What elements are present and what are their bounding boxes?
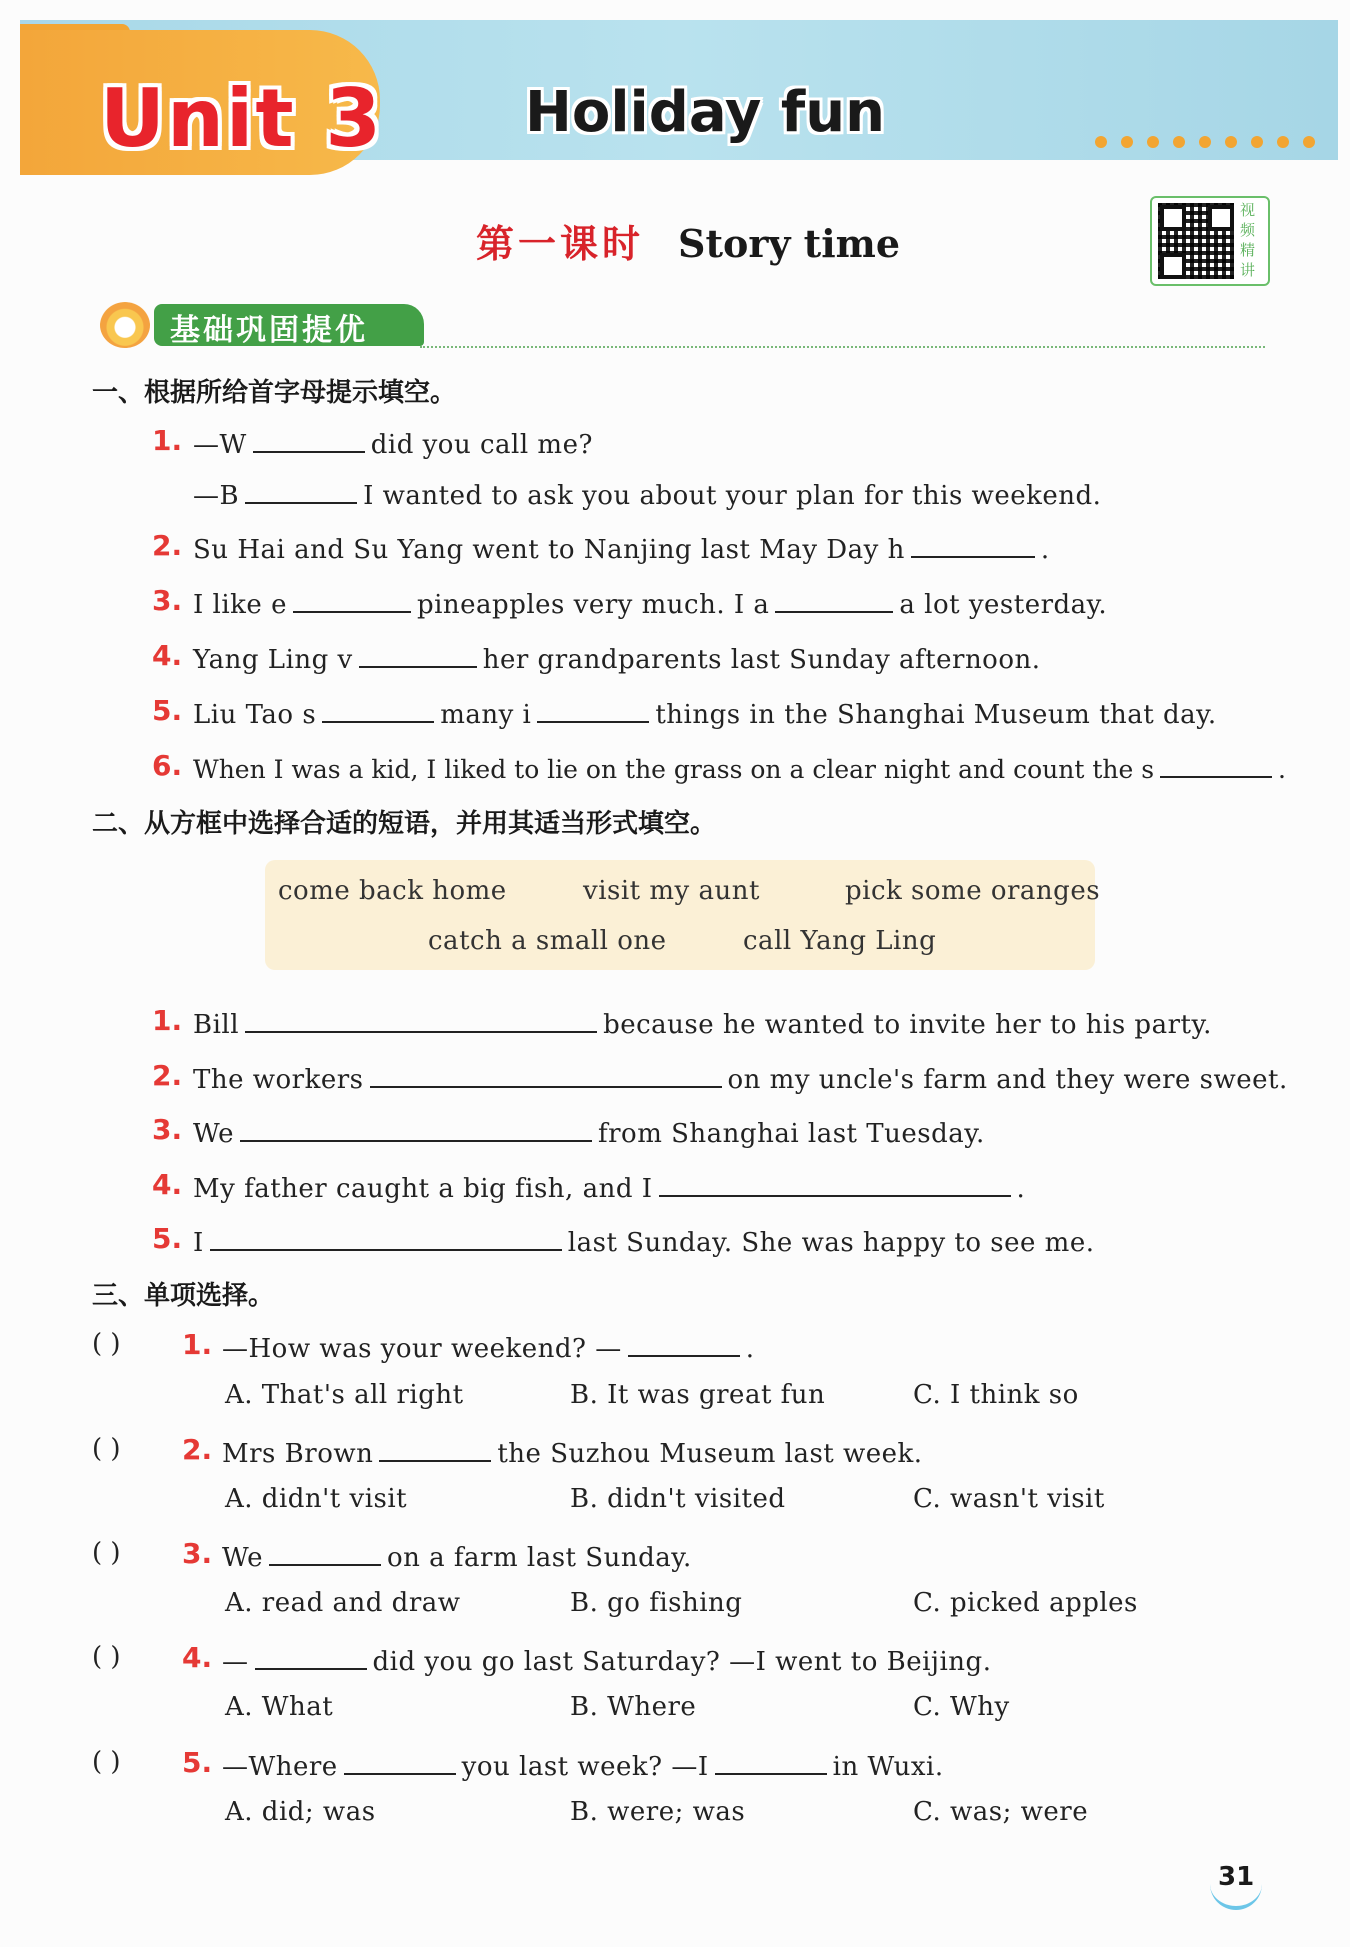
answer-parentheses[interactable]: ( ) — [92, 1642, 121, 1672]
phrase-option: come back home — [278, 876, 507, 906]
answer-parentheses[interactable]: ( ) — [92, 1538, 121, 1568]
option-b[interactable]: B. Where — [570, 1692, 697, 1722]
question-text: her grandparents last Sunday afternoon. — [482, 645, 1041, 675]
question-text: from Shanghai last Tuesday. — [598, 1119, 985, 1149]
section-banner-label: 基础巩固提优 — [170, 313, 368, 348]
question-text: Yang Ling v — [193, 645, 353, 675]
question-text: We — [193, 1119, 234, 1149]
qr-label: 视频精讲 — [1240, 201, 1256, 279]
question-number: 4. — [152, 639, 183, 672]
question-text: —W — [193, 430, 247, 460]
question-text: did you call me? — [370, 430, 593, 460]
answer-blank[interactable] — [245, 476, 357, 504]
answer-parentheses[interactable]: ( ) — [92, 1329, 121, 1359]
option-c[interactable]: C. picked apples — [913, 1588, 1138, 1618]
page-number: 31 — [1218, 1862, 1255, 1892]
option-c[interactable]: C. was; were — [913, 1797, 1089, 1827]
question-text: Liu Tao s — [193, 700, 317, 730]
qr-finder-icon — [1160, 205, 1186, 231]
option-b[interactable]: B. didn't visited — [570, 1484, 786, 1514]
question-number: 4. — [152, 1168, 183, 1201]
answer-blank[interactable] — [269, 1538, 381, 1566]
decorative-dots — [1095, 136, 1315, 148]
lesson-title-cn: 第一课时 — [476, 221, 645, 266]
part2-heading: 二、从方框中选择合适的短语，并用其适当形式填空。 — [92, 809, 717, 839]
question-text: did you go last Saturday? —I went to Beijing. — [372, 1647, 992, 1677]
question-text: —B — [193, 481, 240, 511]
option-a[interactable]: A. didn't visit — [225, 1484, 408, 1514]
option-c[interactable]: C. wasn't visit — [913, 1484, 1105, 1514]
question-row — [193, 530, 1050, 565]
question-text: . — [1016, 1174, 1026, 1204]
option-b[interactable]: B. go fishing — [570, 1588, 743, 1618]
question-row — [193, 1114, 985, 1149]
part3-heading: 三、单项选择。 — [92, 1281, 275, 1311]
question-number: 2. — [152, 529, 183, 562]
option-a[interactable]: A. did; was — [225, 1797, 376, 1827]
question-row — [193, 695, 1217, 730]
question-number: 1. — [152, 1004, 183, 1037]
question-text: Su Hai and Su Yang went to Nanjing last May Day h — [193, 535, 905, 565]
answer-blank[interactable] — [210, 1223, 562, 1251]
answer-blank[interactable] — [240, 1114, 592, 1142]
answer-blank[interactable] — [715, 1747, 827, 1775]
question-text: When I was a kid, I liked to lie on the grass on a clear night and count the s — [193, 755, 1155, 784]
option-c[interactable]: C. Why — [913, 1692, 1010, 1722]
answer-blank[interactable] — [359, 640, 477, 668]
option-b[interactable]: B. It was great fun — [570, 1380, 826, 1410]
part1-heading: 一、根据所给首字母提示填空。 — [92, 378, 457, 408]
question-text: I — [193, 1228, 204, 1258]
phrase-option: pick some oranges — [845, 876, 1101, 906]
question-number: 1. — [182, 1328, 213, 1361]
question-number: 4. — [182, 1641, 213, 1674]
question-row — [193, 750, 1286, 784]
question-number: 3. — [152, 584, 183, 617]
qr-finder-icon — [1208, 205, 1234, 231]
question-row — [222, 1747, 944, 1782]
phrase-option: catch a small one — [428, 926, 667, 956]
question-number: 5. — [152, 694, 183, 727]
answer-blank[interactable] — [1160, 750, 1272, 778]
lesson-title-en: Story time — [678, 221, 901, 266]
answer-blank[interactable] — [322, 695, 434, 723]
option-a[interactable]: A. read and draw — [225, 1588, 461, 1618]
option-a[interactable]: A. What — [225, 1692, 334, 1722]
answer-blank[interactable] — [344, 1747, 456, 1775]
answer-blank[interactable] — [255, 1642, 367, 1670]
question-text: —Where — [222, 1752, 338, 1782]
question-text: I like e — [193, 590, 287, 620]
question-text: My father caught a big fish, and I — [193, 1174, 653, 1204]
question-text: Bill — [193, 1010, 240, 1040]
answer-blank[interactable] — [245, 1005, 597, 1033]
question-row — [222, 1642, 991, 1677]
question-text: in Wuxi. — [832, 1752, 944, 1782]
answer-blank[interactable] — [253, 425, 365, 453]
question-text: The workers — [193, 1065, 364, 1095]
question-row — [193, 1169, 1025, 1204]
question-text: the Suzhou Museum last week. — [497, 1439, 923, 1469]
lesson-title — [476, 213, 900, 268]
question-text: . — [1040, 535, 1050, 565]
section-banner — [100, 302, 425, 348]
answer-blank[interactable] — [370, 1060, 722, 1088]
question-text: We — [222, 1543, 263, 1573]
divider — [420, 346, 1265, 348]
question-number: 3. — [182, 1537, 213, 1570]
question-text: on my uncle's farm and they were sweet. — [727, 1065, 1288, 1095]
question-row — [193, 1223, 1094, 1258]
answer-blank[interactable] — [379, 1434, 491, 1462]
question-text: last Sunday. She was happy to see me. — [567, 1228, 1095, 1258]
answer-blank[interactable] — [911, 530, 1035, 558]
question-text: Mrs Brown — [222, 1439, 374, 1469]
answer-parentheses[interactable]: ( ) — [92, 1747, 121, 1777]
question-number: 2. — [152, 1059, 183, 1092]
question-text: you last week? —I — [461, 1752, 709, 1782]
option-c[interactable]: C. I think so — [913, 1380, 1079, 1410]
question-text: —How was your weekend? — — [222, 1334, 622, 1364]
question-text: on a farm last Sunday. — [387, 1543, 692, 1573]
phrase-option: call Yang Ling — [743, 926, 937, 956]
option-a[interactable]: A. That's all right — [225, 1380, 464, 1410]
question-number: 1. — [152, 424, 183, 457]
question-text: — — [222, 1647, 249, 1677]
qr-finder-icon — [1160, 253, 1186, 279]
question-row — [193, 425, 593, 460]
question-row — [193, 1060, 1288, 1095]
answer-blank[interactable] — [659, 1169, 1011, 1197]
question-row — [222, 1538, 692, 1573]
unit-topic-title: Holiday fun — [525, 80, 885, 145]
question-row — [193, 476, 1101, 511]
unit-title: Unit 3 — [100, 72, 384, 165]
question-row — [193, 640, 1041, 675]
question-text: I wanted to ask you about your plan for this weekend. — [363, 481, 1102, 511]
question-row — [222, 1434, 923, 1469]
answer-blank[interactable] — [628, 1329, 740, 1357]
phrase-option: visit my aunt — [583, 876, 760, 906]
question-text: . — [745, 1334, 755, 1364]
answer-parentheses[interactable]: ( ) — [92, 1434, 121, 1464]
question-number: 5. — [152, 1222, 183, 1255]
question-text: a lot yesterday. — [899, 590, 1108, 620]
question-row — [222, 1329, 755, 1364]
answer-blank[interactable] — [775, 585, 893, 613]
question-number: 6. — [152, 749, 183, 782]
question-text: . — [1278, 755, 1286, 784]
answer-blank[interactable] — [293, 585, 411, 613]
question-text: things in the Shanghai Museum that day. — [655, 700, 1217, 730]
question-text: pineapples very much. I a — [416, 590, 770, 620]
question-number: 3. — [152, 1113, 183, 1146]
option-b[interactable]: B. were; was — [570, 1797, 746, 1827]
question-number: 2. — [182, 1433, 213, 1466]
question-text: because he wanted to invite her to his party. — [603, 1010, 1212, 1040]
question-row — [193, 1005, 1212, 1040]
sun-book-icon — [100, 302, 150, 348]
qr-code-box[interactable] — [1150, 196, 1270, 286]
question-row — [193, 585, 1107, 620]
answer-blank[interactable] — [537, 695, 649, 723]
question-number: 5. — [182, 1746, 213, 1779]
question-text: many i — [440, 700, 532, 730]
